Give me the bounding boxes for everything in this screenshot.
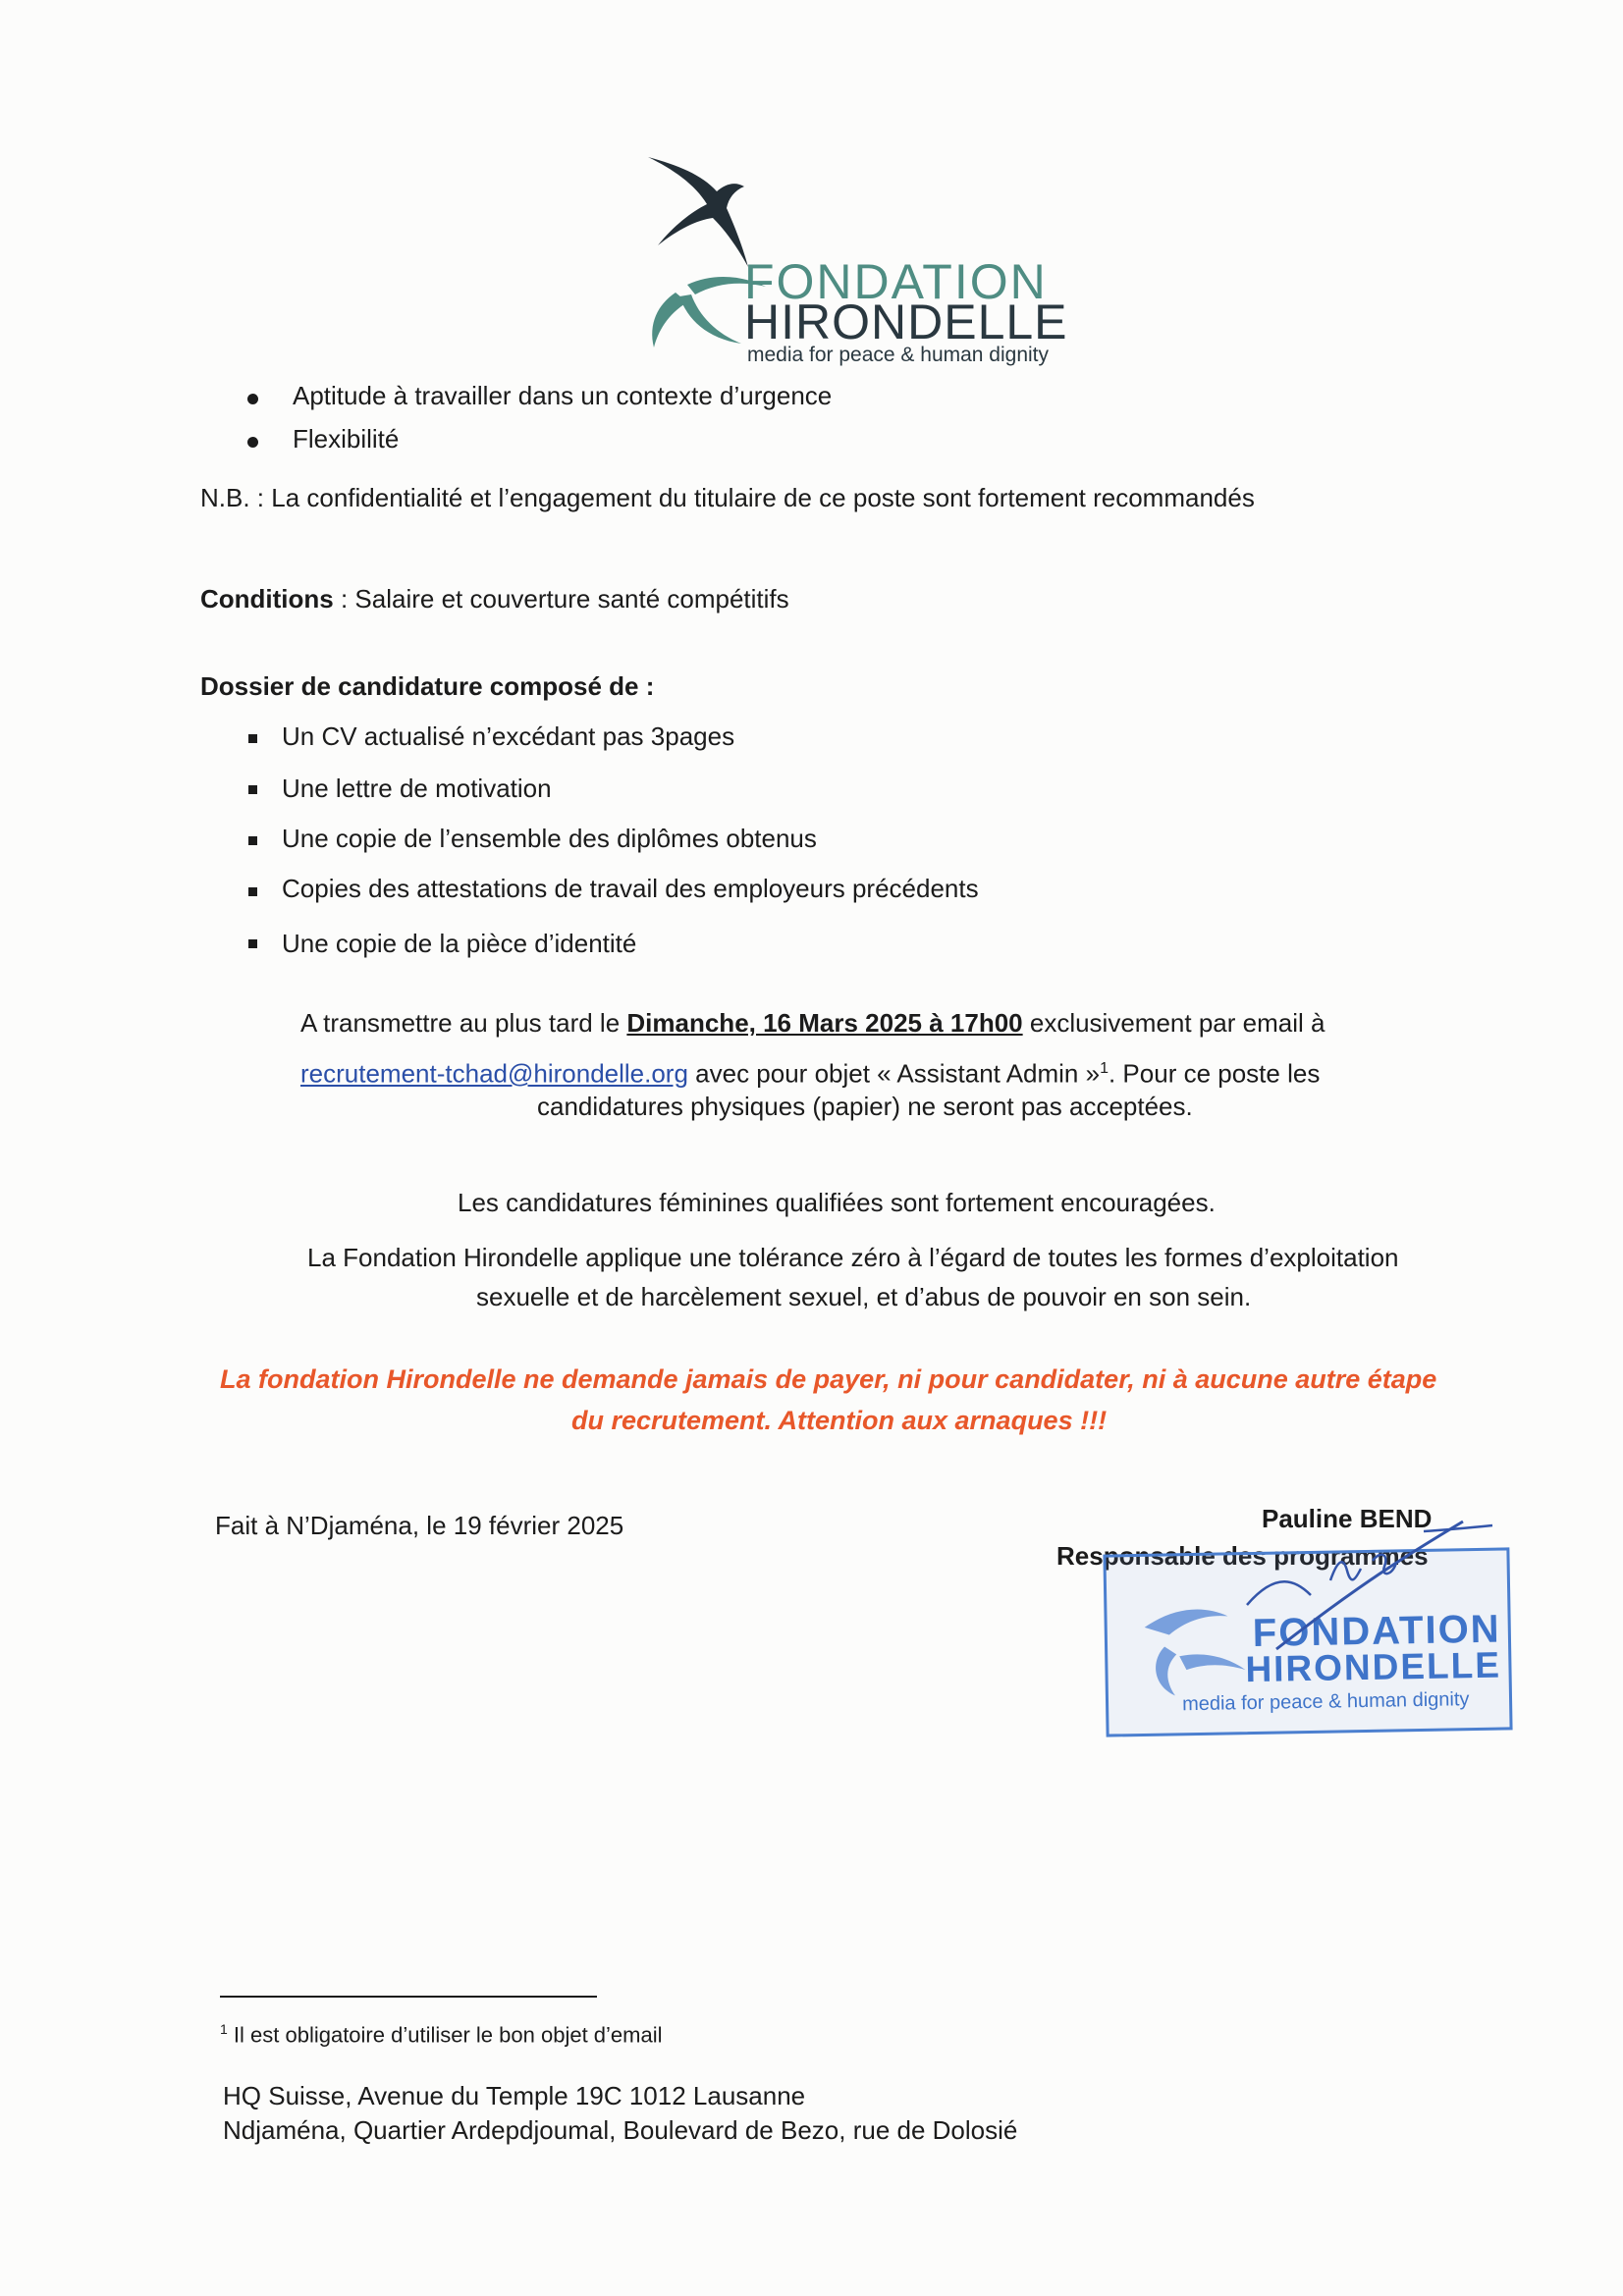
conditions-line — [200, 582, 789, 615]
nb-note: N.B. : La confidentialité et l’engagement du titulaire de ce poste sont fortement recommandés — [200, 483, 1255, 512]
place-date: Fait à N’Djaména, le 19 février 2025 — [215, 1511, 624, 1540]
footnote — [220, 2012, 662, 2052]
transmit-text: . Pour ce poste les — [1108, 1058, 1321, 1089]
dossier-heading: Dossier de candidature composé de : — [200, 671, 655, 701]
footnote-ref: 1 — [1100, 1060, 1109, 1077]
list-item: Une lettre de motivation — [282, 774, 552, 803]
footnote-text: Il est obligatoire d’utiliser le bon objet d’email — [227, 2022, 663, 2048]
tolerance-line-1: La Fondation Hirondelle applique une tolérance zéro à l’égard de toutes les formes d’exploitation — [307, 1243, 1399, 1272]
list-item: Une copie de la pièce d’identité — [282, 929, 637, 958]
stamp-hirondelle-text: HIRONDELLE — [1245, 1644, 1502, 1690]
transmit-line-2 — [300, 1052, 1320, 1091]
tolerance-line-2: sexuelle et de harcèlement sexuel, et d’abus de pouvoir en son sein. — [476, 1282, 1252, 1311]
conditions-label: Conditions — [200, 584, 334, 614]
logo-fondation-text: FONDATION — [744, 254, 1048, 309]
warning-line-2: du recrutement. Attention aux arnaques !!! — [571, 1406, 1108, 1435]
bullet-icon — [247, 437, 258, 448]
bullet-icon — [248, 939, 257, 948]
bullet-icon — [248, 887, 257, 896]
list-item: Aptitude à travailler dans un contexte d’urgence — [293, 381, 833, 410]
logo-hirondelle-text: HIRONDELLE — [744, 294, 1068, 349]
encourage-text: Les candidatures féminines qualifiées sont fortement encouragées. — [458, 1188, 1216, 1217]
bullet-icon — [248, 785, 257, 794]
logo-tagline: media for peace & human dignity — [747, 344, 1050, 366]
bullet-icon — [248, 734, 257, 743]
list-item: Flexibilité — [293, 424, 400, 454]
warning-line-1: La fondation Hirondelle ne demande jamais de payer, ni pour candidater, ni à aucune autre étape — [220, 1364, 1437, 1394]
transmit-text: avec pour objet « Assistant Admin » — [687, 1058, 1101, 1089]
email-link[interactable]: recrutement-tchad@hirondelle.org — [300, 1058, 688, 1089]
address-line-2: Ndjaména, Quartier Ardepdjoumal, Boulevard de Bezo, rue de Dolosié — [223, 2115, 1018, 2145]
signatory-name: Pauline BEND — [1262, 1504, 1433, 1533]
transmit-text: A transmettre au plus tard le — [300, 1008, 627, 1038]
bullet-icon — [248, 836, 257, 845]
list-item: Copies des attestations de travail des employeurs précédents — [282, 874, 979, 903]
footnote-divider — [220, 1996, 597, 1998]
handwritten-signature — [1217, 1512, 1512, 1659]
transmit-text: exclusivement par email à — [1022, 1008, 1325, 1038]
bullet-icon — [247, 394, 258, 404]
logo — [619, 147, 1068, 373]
stamp-fondation-text: FONDATION — [1252, 1607, 1501, 1655]
signatory-title: Responsable des programmes — [1056, 1541, 1429, 1571]
address-line-1: HQ Suisse, Avenue du Temple 19C 1012 Lausanne — [223, 2081, 806, 2110]
stamp-tagline: media for peace & human dignity — [1181, 1688, 1470, 1716]
footnote-number: 1 — [220, 2021, 228, 2037]
list-item: Un CV actualisé n’excédant pas 3pages — [282, 721, 735, 751]
transmit-line-3: candidatures physiques (papier) ne seront pas acceptées. — [537, 1092, 1193, 1121]
deadline: Dimanche, 16 Mars 2025 à 17h00 — [626, 1008, 1023, 1038]
list-item: Une copie de l’ensemble des diplômes obtenus — [282, 824, 817, 853]
transmit-line-1 — [300, 1006, 1325, 1040]
conditions-text: : Salaire et couverture santé compétitifs — [333, 584, 789, 614]
